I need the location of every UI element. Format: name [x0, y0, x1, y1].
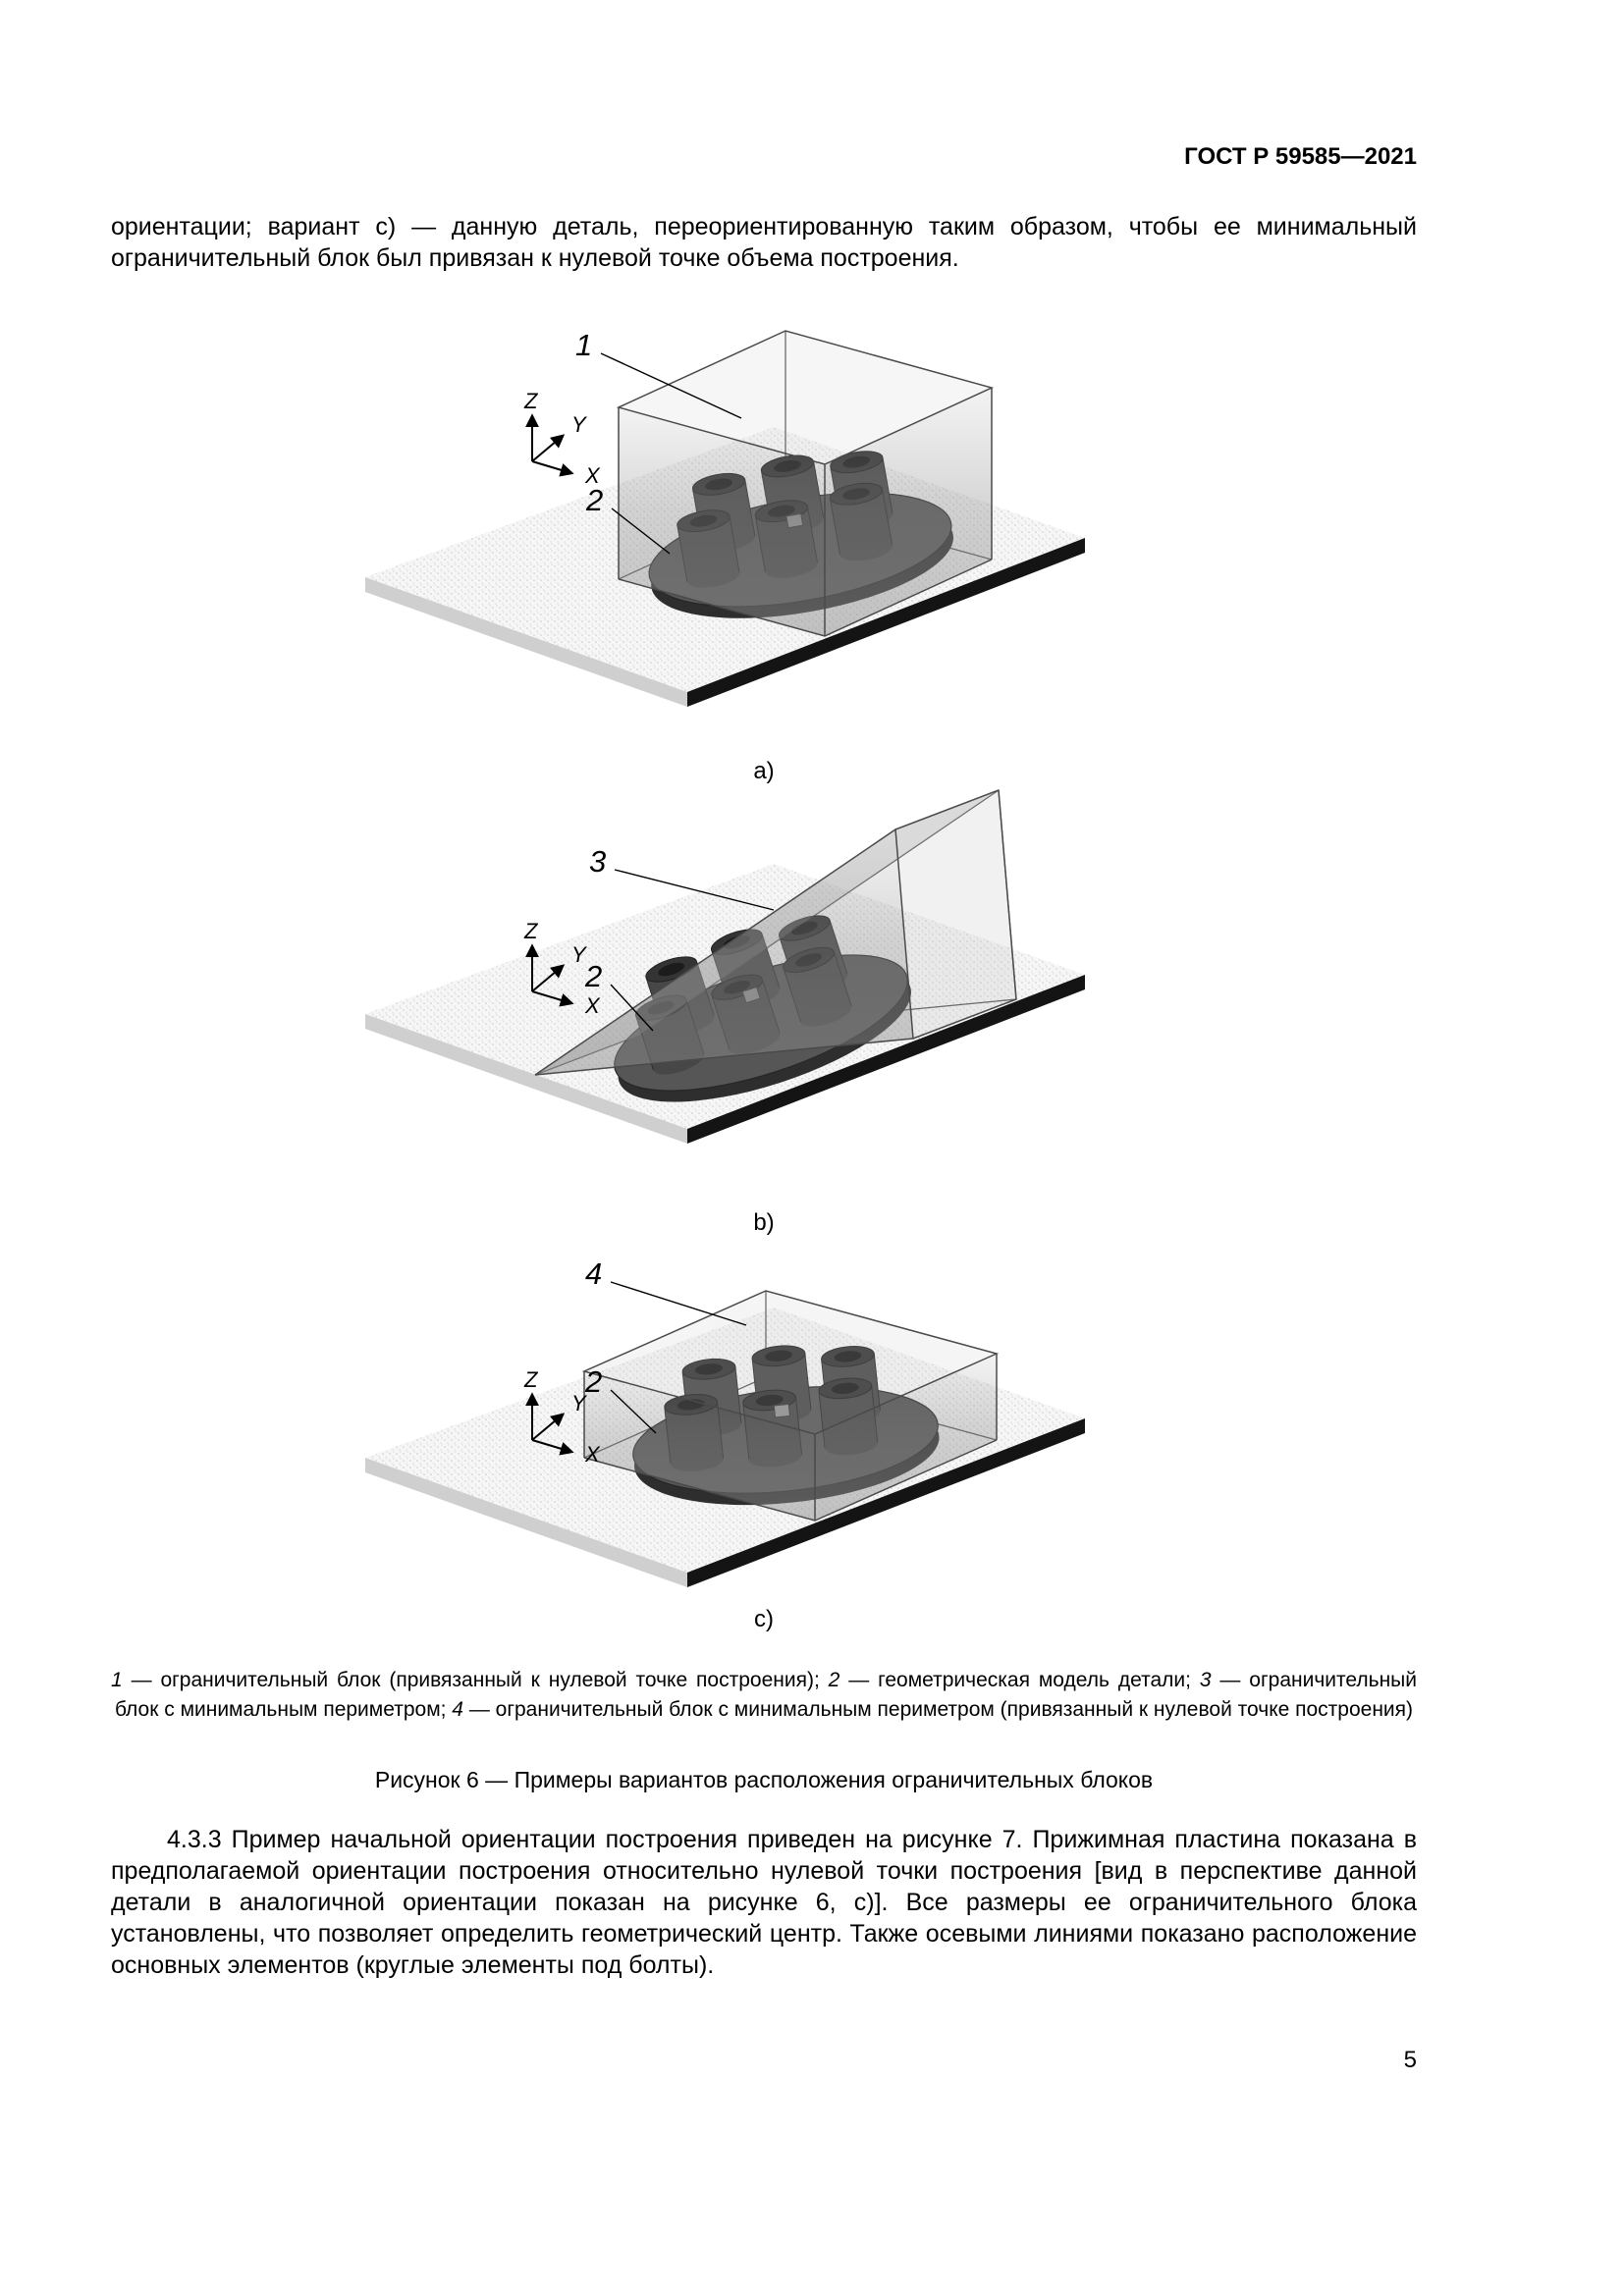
- axis-y-label: Y: [571, 1391, 586, 1415]
- figure-caption: Рисунок 6 — Примеры вариантов расположения ограничительных блоков: [374, 1767, 1154, 1792]
- axis-z-label: Z: [524, 389, 538, 413]
- axis-x-label: X: [585, 1442, 600, 1467]
- axis-y-label: Y: [571, 942, 586, 967]
- intro-paragraph: ориентации; вариант c) — данную деталь, переориентированную таким образом, чтобы ее минимальный ограничительный блок был привязан к нулевой точке объема построения.: [111, 213, 1417, 272]
- figure-legend: 1 — ограничительный блок (привязанный к нулевой точке построения); 2 — геометрическая модель детали; 3 — ограничительный блок с минимальным периметром; 4 — ограничительный блок с минимальным периметром (привязанный к нулевой точке построения): [111, 1669, 1417, 1721]
- axis-z-label: Z: [524, 1367, 538, 1392]
- running-header: ГОСТ Р 59585—2021: [1184, 143, 1417, 170]
- figure-c-sublabel: c): [754, 1606, 774, 1632]
- callout-number: 4: [585, 1256, 603, 1291]
- figure-c-illustration: [353, 1239, 1100, 1636]
- callout-number: 2: [586, 483, 604, 517]
- callout-number: 3: [589, 844, 607, 879]
- callout-number: 1: [575, 328, 593, 362]
- figure-b-illustration: [353, 785, 1100, 1212]
- figure-b-sublabel: b): [753, 1209, 775, 1236]
- axis-z-label: Z: [524, 919, 538, 943]
- section-4-3-3-paragraph: 4.3.3 Пример начальной ориентации построения приведен на рисунке 7. Прижимная пластина показана в предполагаемой ориентации построения относительно нулевой точки построения [вид в перспективе данной детали в аналогичной ориентации показан на рисунке 6, c)]. Все размеры ее ограничительного блока установлены, что позволяет определить геометрический центр. Также осевыми линиями показано расположение основных элементов (круглые элементы под болты).: [111, 1826, 1417, 1979]
- axis-y-label: Y: [571, 412, 586, 437]
- figure-a-sublabel: a): [753, 758, 775, 784]
- callout-number: 2: [585, 1364, 603, 1399]
- page-number: 5: [1403, 2047, 1417, 2073]
- callout-number: 2: [585, 959, 603, 993]
- figure-a-illustration: [353, 312, 1100, 756]
- axis-x-label: X: [585, 993, 600, 1018]
- axes-triad: [523, 389, 601, 488]
- axis-x-label: X: [585, 463, 600, 488]
